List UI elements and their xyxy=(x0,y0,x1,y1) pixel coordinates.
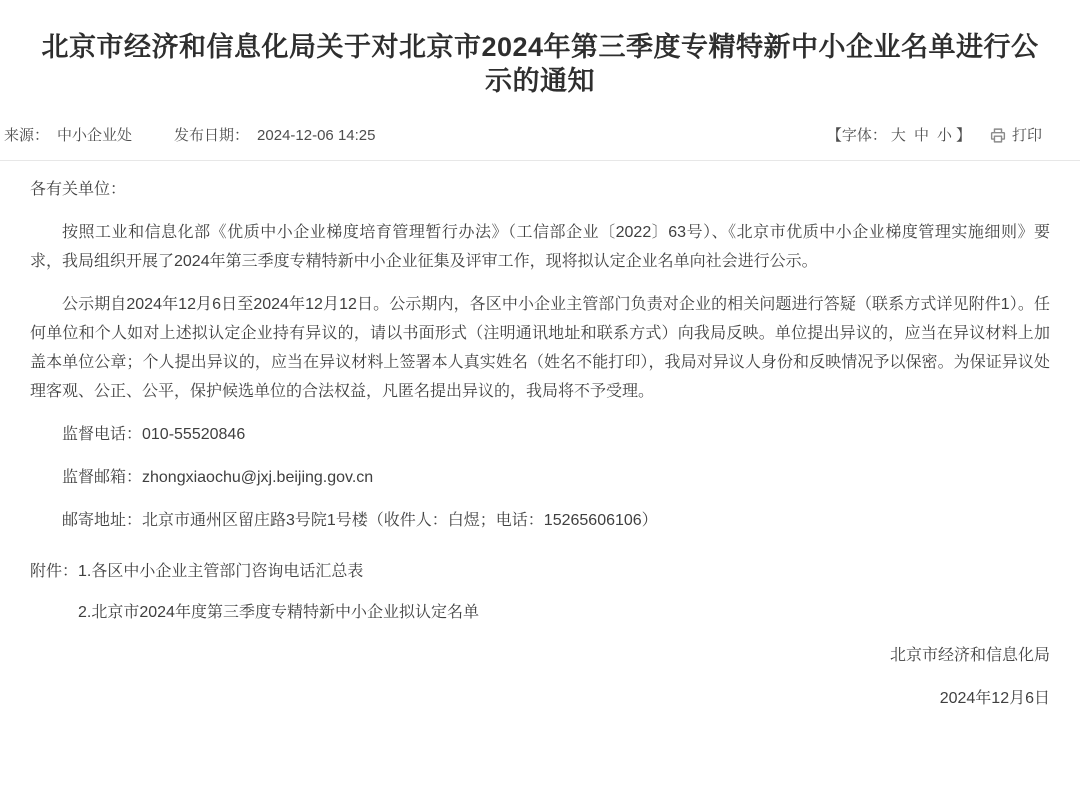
page-title: 北京市经济和信息化局关于对北京市2024年第三季度专精特新中小企业名单进行公示的通知 xyxy=(41,32,1039,96)
font-control-prefix: 【字体： xyxy=(826,127,887,144)
issuing-authority: 北京市经济和信息化局 xyxy=(889,647,1050,664)
printer-icon xyxy=(989,127,1007,144)
signature-block xyxy=(30,641,1050,713)
meta-right xyxy=(827,125,1042,146)
issue-date: 2024年12月6日 xyxy=(939,690,1050,707)
attachments-label: 附件： xyxy=(30,563,79,580)
source-label: 来源： xyxy=(4,127,50,144)
font-control-suffix: 】 xyxy=(955,127,971,144)
meta-bar xyxy=(0,98,1080,161)
font-size-small-button[interactable]: 小 xyxy=(936,127,952,144)
attachment-link-1[interactable]: 1.各区中小企业主管部门咨询电话汇总表 xyxy=(78,563,364,580)
attachments-section xyxy=(30,557,1050,627)
body-paragraph: 公示期自2024年12月6日至2024年12月12日。公示期内，各区中小企业主管部门负责对企业的相关问题进行答疑（联系方式详见附件1）。任何单位和个人如对上述拟认定企业持有异议的，请以书面形式（注明通讯地址和联系方式）向我局反映。单位提出异议的，应当在异议材料上加盖本单位公章；个人提出异议的，应当在异议材料上签署本人真实姓名（姓名不能打印），我局对异议人身份和反映情况予以保密。为保证异议处理客观、公正、公平，保护候选单位的合法权益，凡匿名提出异议的，我局将不予受理。 xyxy=(30,296,1050,400)
supervision-phone-line: 监督电话：010-55520846 xyxy=(62,426,246,443)
publish-date-value: 2024-12-06 14:25 xyxy=(257,127,376,144)
font-size-large-button[interactable]: 大 xyxy=(890,127,906,144)
source-value: 中小企业处 xyxy=(57,127,133,144)
publish-date-label: 发布日期： xyxy=(174,127,250,144)
supervision-email-line: 监督邮箱：zhongxiaochu@jxj.beijing.gov.cn xyxy=(62,469,374,486)
notice-content xyxy=(0,175,1080,713)
font-size-medium-button[interactable]: 中 xyxy=(913,127,929,144)
meta-left xyxy=(4,125,375,146)
print-label: 打印 xyxy=(1011,127,1042,144)
attachments-list xyxy=(78,557,479,627)
mailing-address-line: 邮寄地址：北京市通州区留庄路3号院1号楼（收件人：白煜；电话：15265606106） xyxy=(62,512,658,529)
font-size-control xyxy=(827,125,971,146)
print-button[interactable] xyxy=(989,125,1042,146)
body-paragraph: 按照工业和信息化部《优质中小企业梯度培育管理暂行办法》（工信部企业〔2022〕63号）、《北京市优质中小企业梯度管理实施细则》要求，我局组织开展了2024年第三季度专精特新中小企业征集及评审工作，现将拟认定企业名单向社会进行公示。 xyxy=(30,224,1050,270)
attachment-link-2[interactable]: 2.北京市2024年度第三季度专精特新中小企业拟认定名单 xyxy=(78,604,479,621)
salutation: 各有关单位： xyxy=(30,181,127,198)
